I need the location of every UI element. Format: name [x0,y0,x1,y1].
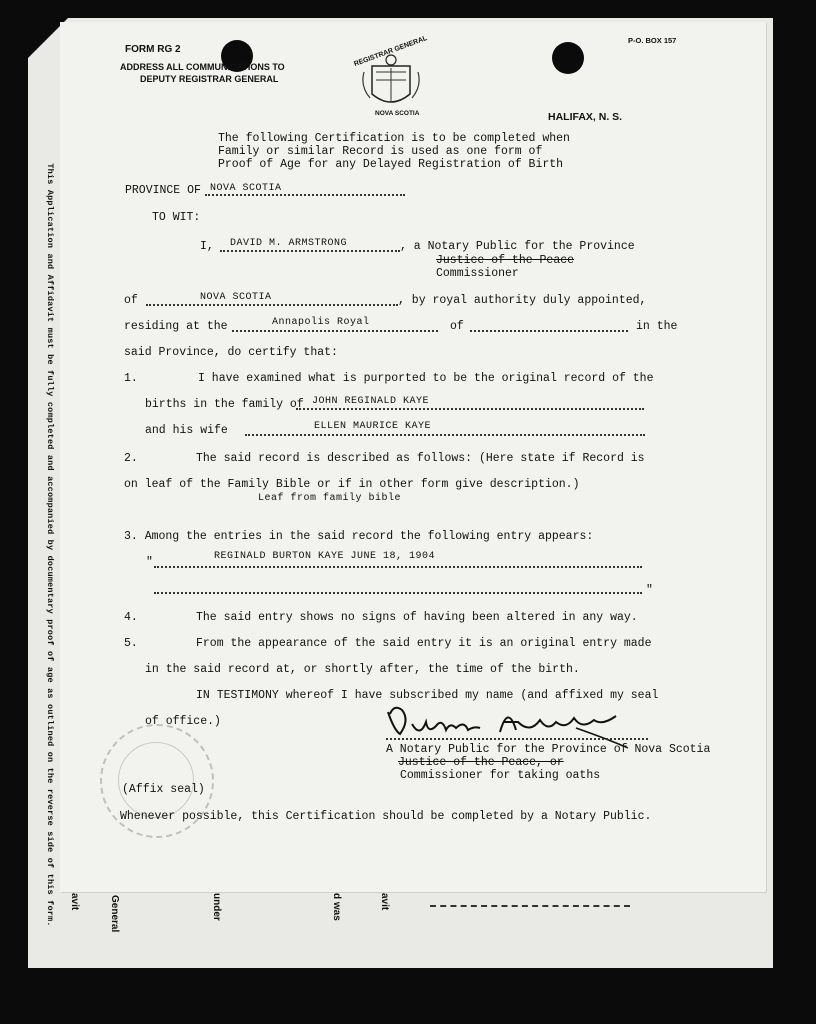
notary-title-2: Justice of the Peace [436,254,575,267]
of-field-line-2 [470,330,628,332]
item-1-text: I have examined what is purported to be the original record of the [198,372,654,385]
family-name-line [296,408,644,410]
intro-line-2: Family or similar Record is used as one form of [218,145,543,158]
crest-top-label: REGISTRAR GENERAL [353,34,429,69]
item-4-text: The said entry shows no signs of having been altered in any way. [196,611,638,624]
embossed-seal-inner-ring [118,742,194,818]
entry-open-quote: " [146,556,153,569]
residing-value: Annapolis Royal [272,317,370,328]
notary-name: DAVID M. ARMSTRONG [230,238,348,249]
form-number: FORM RG 2 [125,44,181,55]
item-4-number: 4. [124,611,138,624]
wife-name: ELLEN MAURICE KAYE [314,421,432,432]
entry-close-quote: " [646,584,653,597]
i-label: I, [200,240,214,253]
in-the-text: in the [636,320,678,333]
notary-title-3: Commissioner [436,267,519,280]
entry-line-1 [154,566,642,568]
item-2-text-2: on leaf of the Family Bible or if in other form give description.) [124,478,580,491]
births-label: births in the family of [145,398,304,411]
record-description: Leaf from family bible [258,493,402,504]
province-label: PROVINCE OF [125,184,201,197]
city-heading: HALIFAX, N. S. [548,111,623,123]
wife-name-line [245,434,645,436]
item-2-number: 2. [124,452,138,465]
address-line-1: ADDRESS ALL COMMUNICATIONS TO [120,62,285,72]
wife-label: and his wife [145,424,228,437]
entry-value: REGINALD BURTON KAYE JUNE 18, 1904 [214,551,436,562]
signature-title-2: Justice of the Peace, or [398,756,564,769]
item-1-number: 1. [124,372,138,385]
testimony-line-1: IN TESTIMONY whereof I have subscribed my name (and affixed my seal [196,689,659,702]
to-wit-label: TO WIT: [152,211,201,224]
of-label: of [124,294,138,307]
intro-line-1: The following Certification is to be completed when [218,132,570,145]
signature-title-1: A Notary Public for the Province of Nova Scotia [386,743,711,756]
item-5-text-2: in the said record at, or shortly after, the time of the birth. [145,663,580,676]
po-box: P-O. BOX 157 [628,36,677,45]
under-page-dashed-line [430,905,630,909]
item-2-text: The said record is described as follows: (Here state if Record is [196,452,645,465]
of-value: NOVA SCOTIA [200,292,272,303]
crest-bottom-label: NOVA SCOTIA [375,110,420,117]
residing-label: residing at the [124,320,228,333]
royal-authority-text: , by royal authority duly appointed, [398,294,647,307]
entry-line-2 [154,592,642,594]
signature-title-3: Commissioner for taking oaths [400,769,601,782]
item-3-text: 3. Among the entries in the said record the following entry appears: [124,530,594,543]
of-field-line [146,304,398,306]
notary-name-line [220,250,400,252]
punch-hole [552,42,584,74]
side-instruction-text: This Application and Affidavit must be fully completed and accompanied by documentary proof of age as outlined on the reverse side of this form. [45,163,55,927]
said-province-text: said Province, do certify that: [124,346,338,359]
testimony-line-2: of office.) [145,715,221,728]
signature-line [386,738,648,740]
residing-field-line [232,330,438,332]
family-name: JOHN REGINALD KAYE [312,396,430,407]
footer-note: Whenever possible, this Certification should be completed by a Notary Public. [120,810,652,823]
item-5-text: From the appearance of the said entry it is an original entry made [196,637,652,650]
province-value: NOVA SCOTIA [210,183,282,194]
province-field-line [205,194,405,196]
affix-seal-label: (Affix seal) [122,783,205,796]
notary-title-1: , a Notary Public for the Province [400,240,635,253]
intro-line-3: Proof of Age for any Delayed Registration of Birth [218,158,564,171]
of-label-2: of [450,320,464,333]
item-5-number: 5. [124,637,138,650]
address-line-2: DEPUTY REGISTRAR GENERAL [140,74,279,84]
